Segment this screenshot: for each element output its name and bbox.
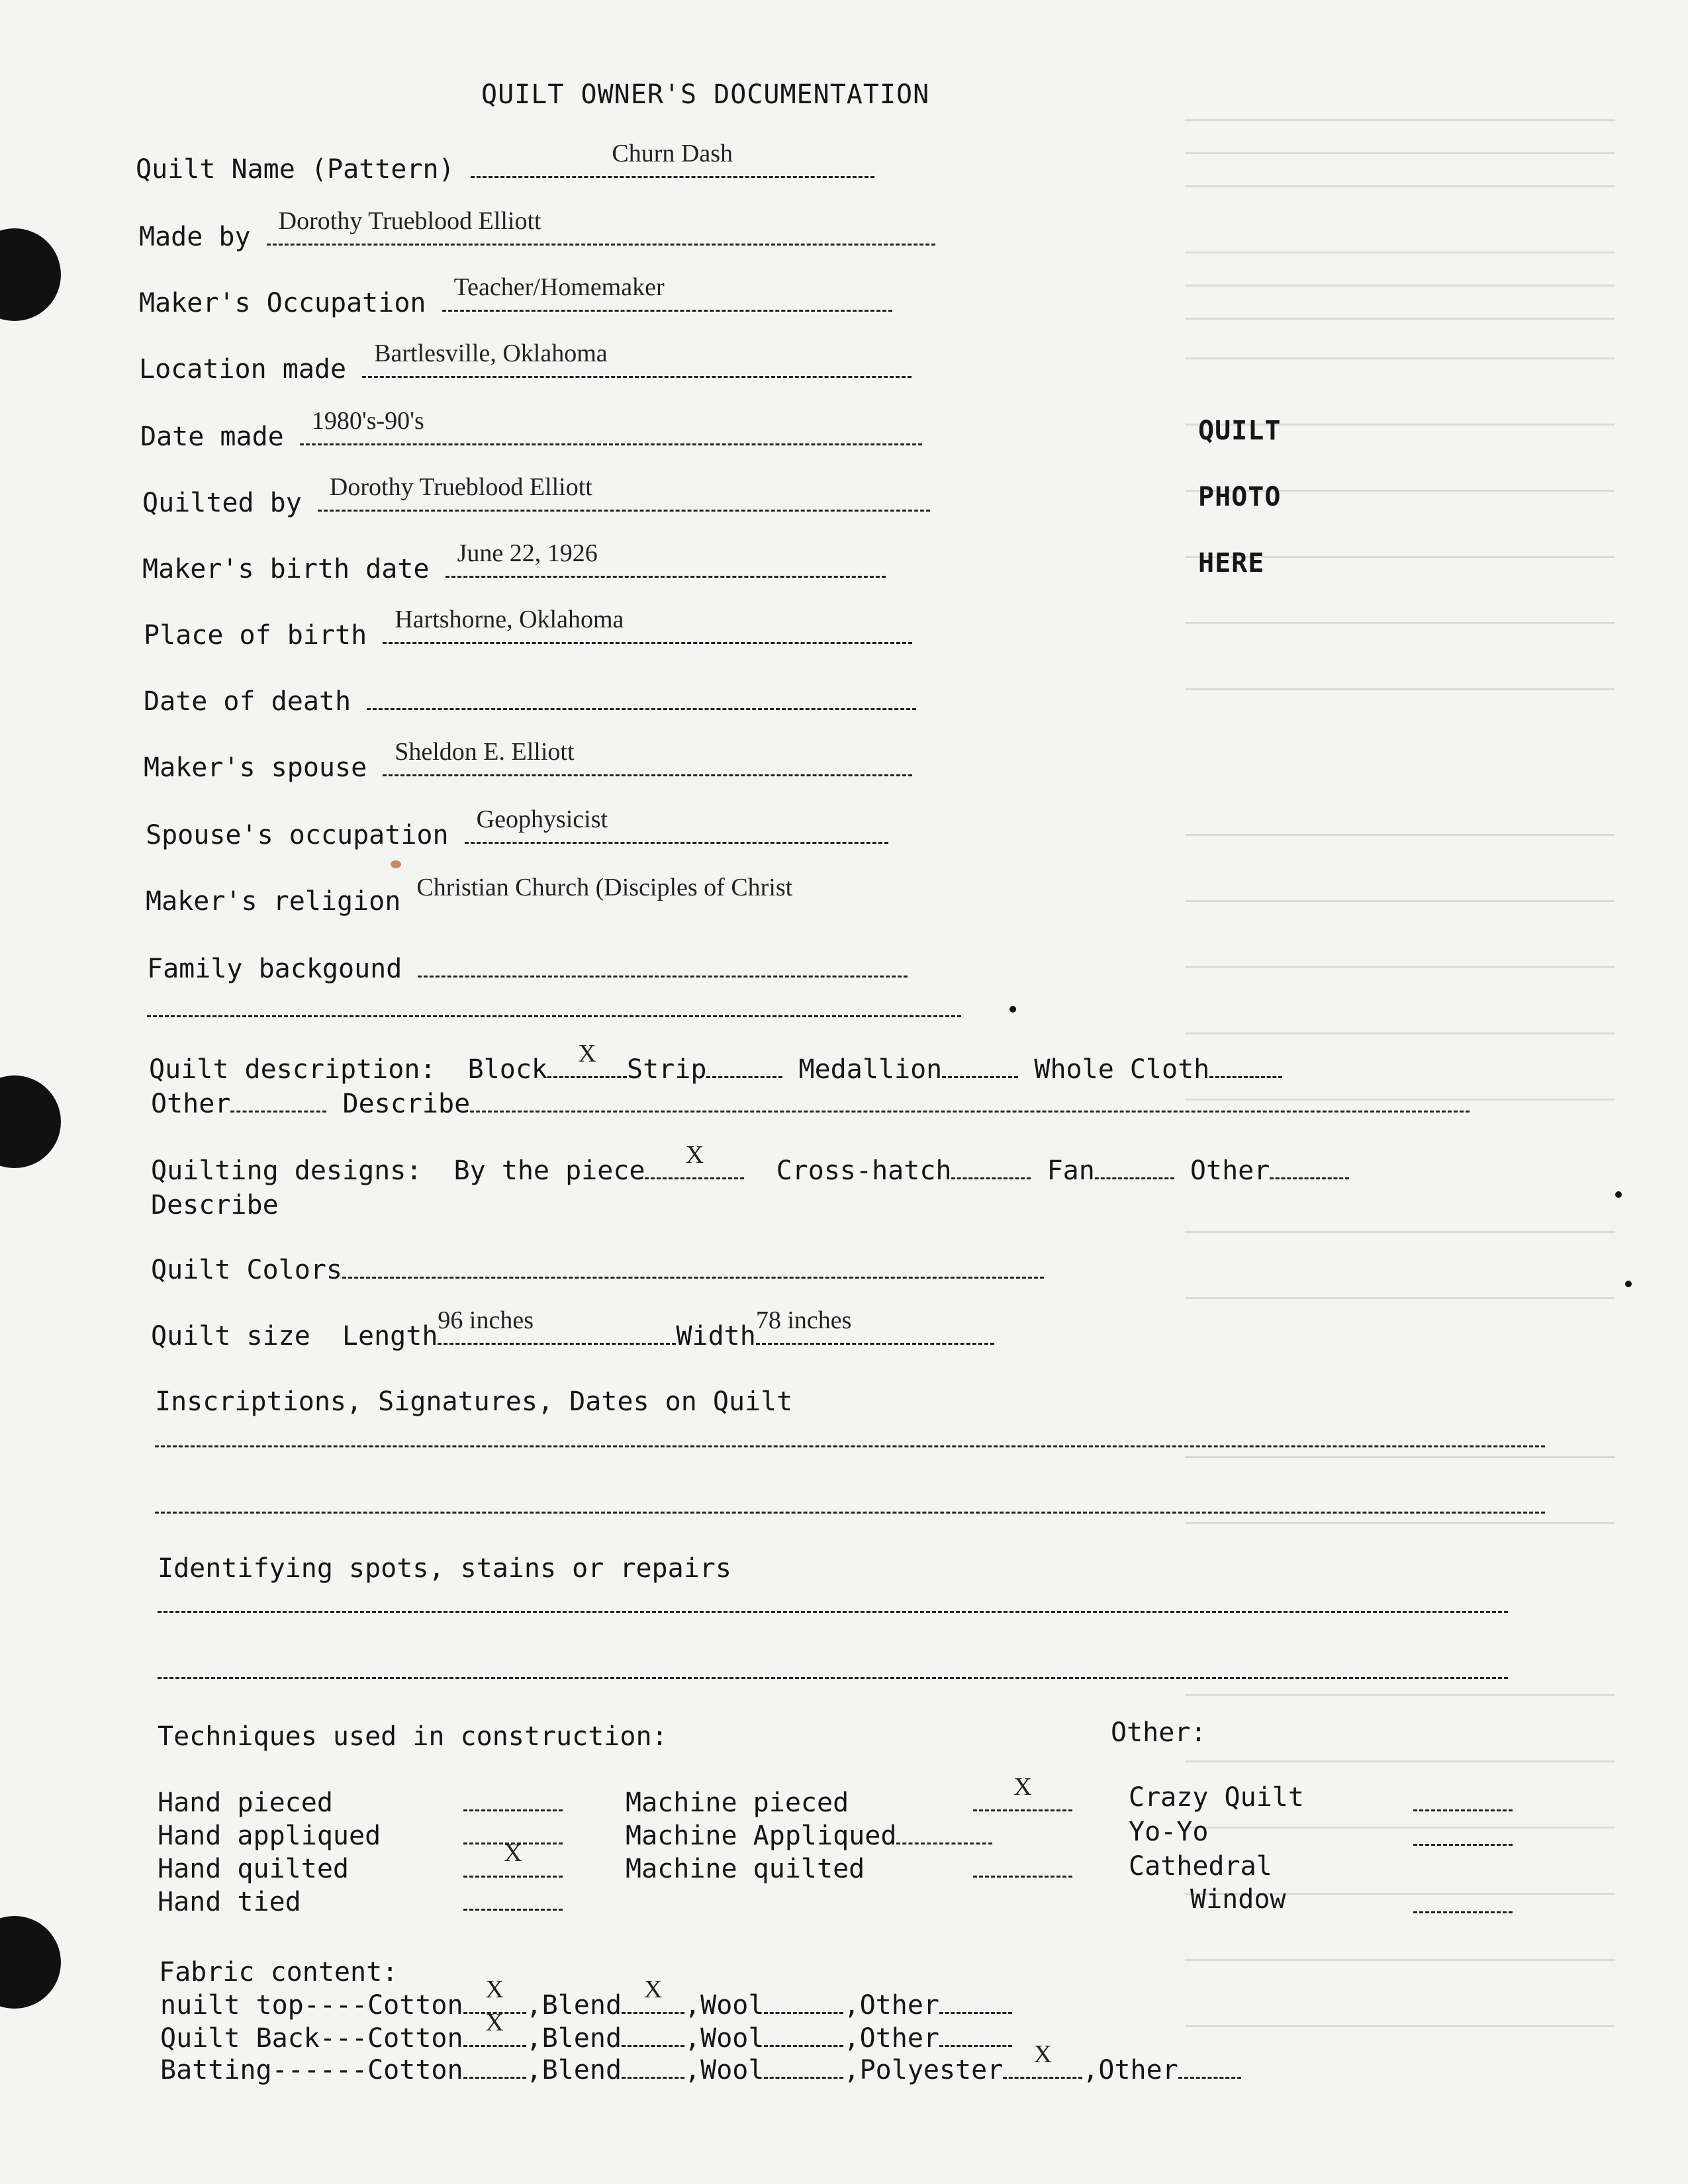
quilt-description-row <box>149 1040 1282 1085</box>
field-label: Family backgound <box>147 954 402 984</box>
makers-spouse-field[interactable] <box>383 738 912 776</box>
field-makers-spouse <box>144 738 912 784</box>
option-label: nuilt top----Cotton <box>160 1990 463 2021</box>
option-label: Describe <box>151 1190 279 1220</box>
cathedral-window-checkbox[interactable] <box>1413 1889 1513 1913</box>
batting-cotton-checkbox[interactable] <box>463 2054 526 2079</box>
option-label: Strip <box>627 1054 707 1085</box>
field-identifying-spots <box>158 1553 731 1584</box>
identifying-field-2[interactable] <box>158 1655 1508 1679</box>
date-made-field[interactable] <box>300 407 922 445</box>
field-makers-occupation <box>139 273 892 319</box>
other-yo-yo <box>1129 1816 1208 1848</box>
handwritten-value: Hartshorne, Oklahoma <box>395 606 624 633</box>
hand-tied-checkbox[interactable] <box>463 1886 563 1911</box>
option-label: Machine Appliqued <box>626 1821 897 1851</box>
date-of-death-field[interactable] <box>367 686 916 710</box>
field-label: Quilting designs: <box>151 1156 422 1186</box>
option-label: Hand tied <box>158 1887 301 1917</box>
field-quilt-name <box>136 140 874 185</box>
other-window <box>1190 1884 1286 1915</box>
option-label: Block <box>467 1054 547 1085</box>
handwritten-value: June 22, 1926 <box>457 539 598 567</box>
option-label: Machine pieced <box>626 1788 849 1818</box>
ink-dot <box>1009 1006 1016 1013</box>
technique-machine-appliqued <box>626 1820 992 1852</box>
option-label: ,Other <box>843 1990 939 2021</box>
by-the-piece-checkbox[interactable] <box>645 1141 744 1179</box>
other-crazy-quilt <box>1129 1782 1304 1813</box>
machine-quilted-checkbox[interactable] <box>973 1853 1072 1878</box>
technique-hand-quilted <box>158 1853 349 1885</box>
place-of-birth-field[interactable] <box>383 606 912 644</box>
option-label: ,Wool <box>684 2055 765 2085</box>
handwritten-value: Churn Dash <box>612 140 733 167</box>
identifying-field-1[interactable] <box>158 1588 1508 1613</box>
crazy-quilt-checkbox[interactable] <box>1413 1787 1513 1811</box>
fabric-content-heading: Fabric content: <box>159 1957 399 1987</box>
back-wool-checkbox[interactable] <box>764 2023 843 2047</box>
option-label: By the piece <box>453 1156 645 1186</box>
photo-label-quilt: QUILT <box>1198 416 1282 446</box>
option-label: Fan <box>1047 1156 1095 1186</box>
option-label: Cathedral <box>1129 1851 1272 1882</box>
handwritten-value: Christian Church (Disciples of Christ <box>416 874 793 901</box>
option-label: Medallion <box>798 1054 943 1085</box>
handwritten-value: X <box>485 1976 504 2003</box>
form-title: QUILT OWNER'S DOCUMENTATION <box>481 79 930 110</box>
field-label: Quilt Name (Pattern) <box>136 154 455 185</box>
handwritten-value: Geophysicist <box>476 805 608 833</box>
family-background-field-2[interactable] <box>147 993 961 1017</box>
quilt-colors-field[interactable] <box>342 1254 1044 1279</box>
field-makers-religion <box>146 874 1078 917</box>
hand-tied-blank-row <box>463 1886 563 1918</box>
option-label: Whole Cloth <box>1034 1054 1210 1085</box>
machine-appliqued-checkbox[interactable] <box>896 1820 992 1844</box>
technique-machine-quilted <box>626 1853 865 1885</box>
field-place-of-birth <box>144 606 912 651</box>
machine-pieced-blank-row <box>973 1773 1072 1819</box>
field-label: Quilt size <box>151 1321 310 1351</box>
option-label: Other <box>151 1089 231 1119</box>
option-label: ,Blend <box>526 2055 622 2085</box>
field-quilted-by <box>142 473 930 519</box>
technique-hand-appliqued <box>158 1820 381 1852</box>
top-blend-checkbox[interactable] <box>622 1976 684 2014</box>
fabric-quilt-back-row <box>160 2009 1012 2054</box>
handwritten-value: X <box>485 2009 504 2036</box>
field-label: Date of death <box>144 686 352 717</box>
field-label: Maker's religion <box>146 886 401 917</box>
handwritten-value: 78 inches <box>755 1306 852 1334</box>
location-made-field[interactable] <box>362 340 912 378</box>
quilt-description-other-row <box>151 1088 1470 1120</box>
field-location-made <box>139 340 912 385</box>
field-label: Maker's Occupation <box>139 288 426 318</box>
inscriptions-field-1[interactable] <box>155 1423 1545 1447</box>
handwritten-value: X <box>1013 1773 1032 1801</box>
field-label: Identifying spots, stains or repairs <box>158 1553 731 1584</box>
batting-polyester-checkbox[interactable] <box>1003 2040 1082 2079</box>
batting-blend-checkbox[interactable] <box>622 2054 684 2079</box>
hand-pieced-blank-row <box>463 1787 563 1819</box>
option-label: Describe <box>342 1089 471 1119</box>
cross-hatch-checkbox[interactable] <box>951 1155 1031 1179</box>
field-quilt-colors <box>151 1254 1044 1286</box>
field-makers-birth-date <box>142 539 886 585</box>
field-family-background <box>147 953 908 985</box>
field-label: Location made <box>139 354 347 385</box>
quilting-designs-row <box>151 1141 1349 1187</box>
option-label: Cross-hatch <box>776 1156 952 1186</box>
spouses-occupation-field[interactable] <box>465 805 888 844</box>
handwritten-value: Dorothy Trueblood Elliott <box>278 207 541 235</box>
option-label: Hand appliqued <box>158 1821 381 1851</box>
top-other-checkbox[interactable] <box>939 1989 1012 2014</box>
hand-quilted-blank-row <box>463 1839 563 1885</box>
handwritten-value: 96 inches <box>438 1306 534 1334</box>
handwritten-value: X <box>643 1976 663 2003</box>
strip-checkbox[interactable] <box>706 1054 782 1078</box>
option-label: Machine quilted <box>626 1854 865 1884</box>
field-spouses-occupation <box>146 805 888 851</box>
field-made-by <box>139 207 935 253</box>
other-cathedral <box>1129 1850 1272 1882</box>
crazy-quilt-blank-row <box>1413 1787 1513 1819</box>
field-label: Quilted by <box>142 488 302 518</box>
option-label: Window <box>1190 1884 1286 1915</box>
option-label: Other <box>1190 1156 1270 1186</box>
binder-hole-top <box>0 228 61 321</box>
option-label: ,Other <box>843 2023 939 2054</box>
yo-yo-checkbox[interactable] <box>1413 1821 1513 1846</box>
makers-religion-field[interactable] <box>416 874 1078 910</box>
option-label: Hand quilted <box>158 1854 349 1884</box>
field-quilt-size <box>151 1306 994 1352</box>
cathedral-window-blank-row <box>1413 1889 1513 1921</box>
option-label: ,Other <box>1082 2055 1178 2085</box>
ink-dot <box>1615 1191 1622 1198</box>
option-label: ,Polyester <box>843 2055 1004 2085</box>
fabric-quilt-top-row <box>160 1976 1012 2021</box>
photo-label-here: HERE <box>1198 548 1265 578</box>
option-label: Length <box>342 1321 438 1351</box>
handwritten-value: Bartlesville, Oklahoma <box>374 340 608 367</box>
ink-dot <box>1625 1281 1632 1287</box>
inscriptions-field-2[interactable] <box>155 1489 1545 1514</box>
option-label: Batting------Cotton <box>160 2055 463 2085</box>
field-label: Place of birth <box>144 620 367 651</box>
field-label: Maker's birth date <box>142 554 430 584</box>
inscriptions-line-2 <box>155 1489 1545 1521</box>
techniques-other-heading: Other: <box>1111 1717 1207 1748</box>
makers-birth-date-field[interactable] <box>445 539 886 578</box>
field-label: Made by <box>139 222 251 252</box>
technique-hand-pieced <box>158 1787 333 1819</box>
machine-quilted-blank-row <box>973 1853 1072 1885</box>
other-design-checkbox[interactable] <box>1270 1155 1349 1179</box>
handwritten-value: Teacher/Homemaker <box>453 273 665 301</box>
handwritten-value: X <box>1033 2040 1053 2068</box>
field-label: Quilt description: <box>149 1054 436 1085</box>
handwritten-value: X <box>578 1040 596 1068</box>
makers-occupation-field[interactable] <box>442 273 892 312</box>
whole-cloth-checkbox[interactable] <box>1209 1054 1282 1078</box>
machine-pieced-checkbox[interactable] <box>973 1773 1072 1811</box>
width-field[interactable] <box>755 1306 994 1345</box>
quilt-name-field[interactable] <box>471 140 874 178</box>
field-inscriptions <box>155 1386 792 1418</box>
technique-machine-pieced <box>626 1787 849 1819</box>
batting-other-checkbox[interactable] <box>1178 2054 1241 2079</box>
block-checkbox[interactable] <box>547 1040 627 1078</box>
field-label: Spouse's occupation <box>146 820 449 850</box>
made-by-field[interactable] <box>267 207 935 246</box>
family-background-field[interactable] <box>418 953 908 978</box>
other-description-field[interactable] <box>230 1088 326 1113</box>
back-cotton-checkbox[interactable] <box>463 2009 526 2047</box>
top-wool-checkbox[interactable] <box>764 1989 843 2014</box>
handwritten-value: Sheldon E. Elliott <box>395 738 575 766</box>
quilted-by-field[interactable] <box>318 473 930 512</box>
handwritten-value: Dorothy Trueblood Elliott <box>329 473 592 501</box>
option-label: ,Blend <box>526 1990 622 2021</box>
option-label: Crazy Quilt <box>1129 1782 1304 1813</box>
back-other-checkbox[interactable] <box>939 2023 1012 2047</box>
option-label: Width <box>676 1321 756 1351</box>
handwritten-value: 1980's-90's <box>311 407 424 435</box>
fabric-batting-row <box>160 2040 1241 2086</box>
handwritten-value: X <box>685 1141 704 1169</box>
family-background-line-2 <box>147 993 961 1024</box>
fan-checkbox[interactable] <box>1095 1155 1174 1179</box>
option-label: Hand pieced <box>158 1788 333 1818</box>
identifying-line-2 <box>158 1655 1508 1686</box>
field-label: Inscriptions, Signatures, Dates on Quilt <box>155 1387 793 1417</box>
length-field[interactable] <box>438 1306 676 1345</box>
option-label: ,Blend <box>526 2023 622 2054</box>
handwritten-value: X <box>504 1839 522 1867</box>
field-date-of-death <box>144 686 916 717</box>
technique-hand-tied <box>158 1886 301 1918</box>
inscriptions-line-1 <box>155 1423 1545 1455</box>
back-blend-checkbox[interactable] <box>622 2023 684 2047</box>
photo-label-photo: PHOTO <box>1198 482 1282 512</box>
option-label: Quilt Back---Cotton <box>160 2023 463 2054</box>
binder-hole-bottom <box>0 1916 61 2009</box>
field-label: Maker's spouse <box>144 752 367 783</box>
option-label: ,Wool <box>684 1990 765 2021</box>
medallion-checkbox[interactable] <box>942 1054 1018 1078</box>
option-label: ,Wool <box>684 2023 765 2054</box>
describe-field[interactable] <box>470 1088 1470 1113</box>
stain-spot <box>391 860 401 868</box>
techniques-heading: Techniques used in construction: <box>158 1721 668 1752</box>
quilting-designs-describe-row <box>151 1189 279 1221</box>
hand-pieced-checkbox[interactable] <box>463 1787 563 1811</box>
field-label: Date made <box>140 422 284 452</box>
batting-wool-checkbox[interactable] <box>764 2054 843 2079</box>
binder-hole-middle <box>0 1075 61 1168</box>
option-label: Yo-Yo <box>1129 1817 1209 1847</box>
yo-yo-blank-row <box>1413 1821 1513 1853</box>
field-date-made <box>140 407 922 453</box>
identifying-line-1 <box>158 1588 1508 1620</box>
field-label: Quilt Colors <box>151 1255 342 1285</box>
hand-quilted-checkbox[interactable] <box>463 1839 563 1878</box>
